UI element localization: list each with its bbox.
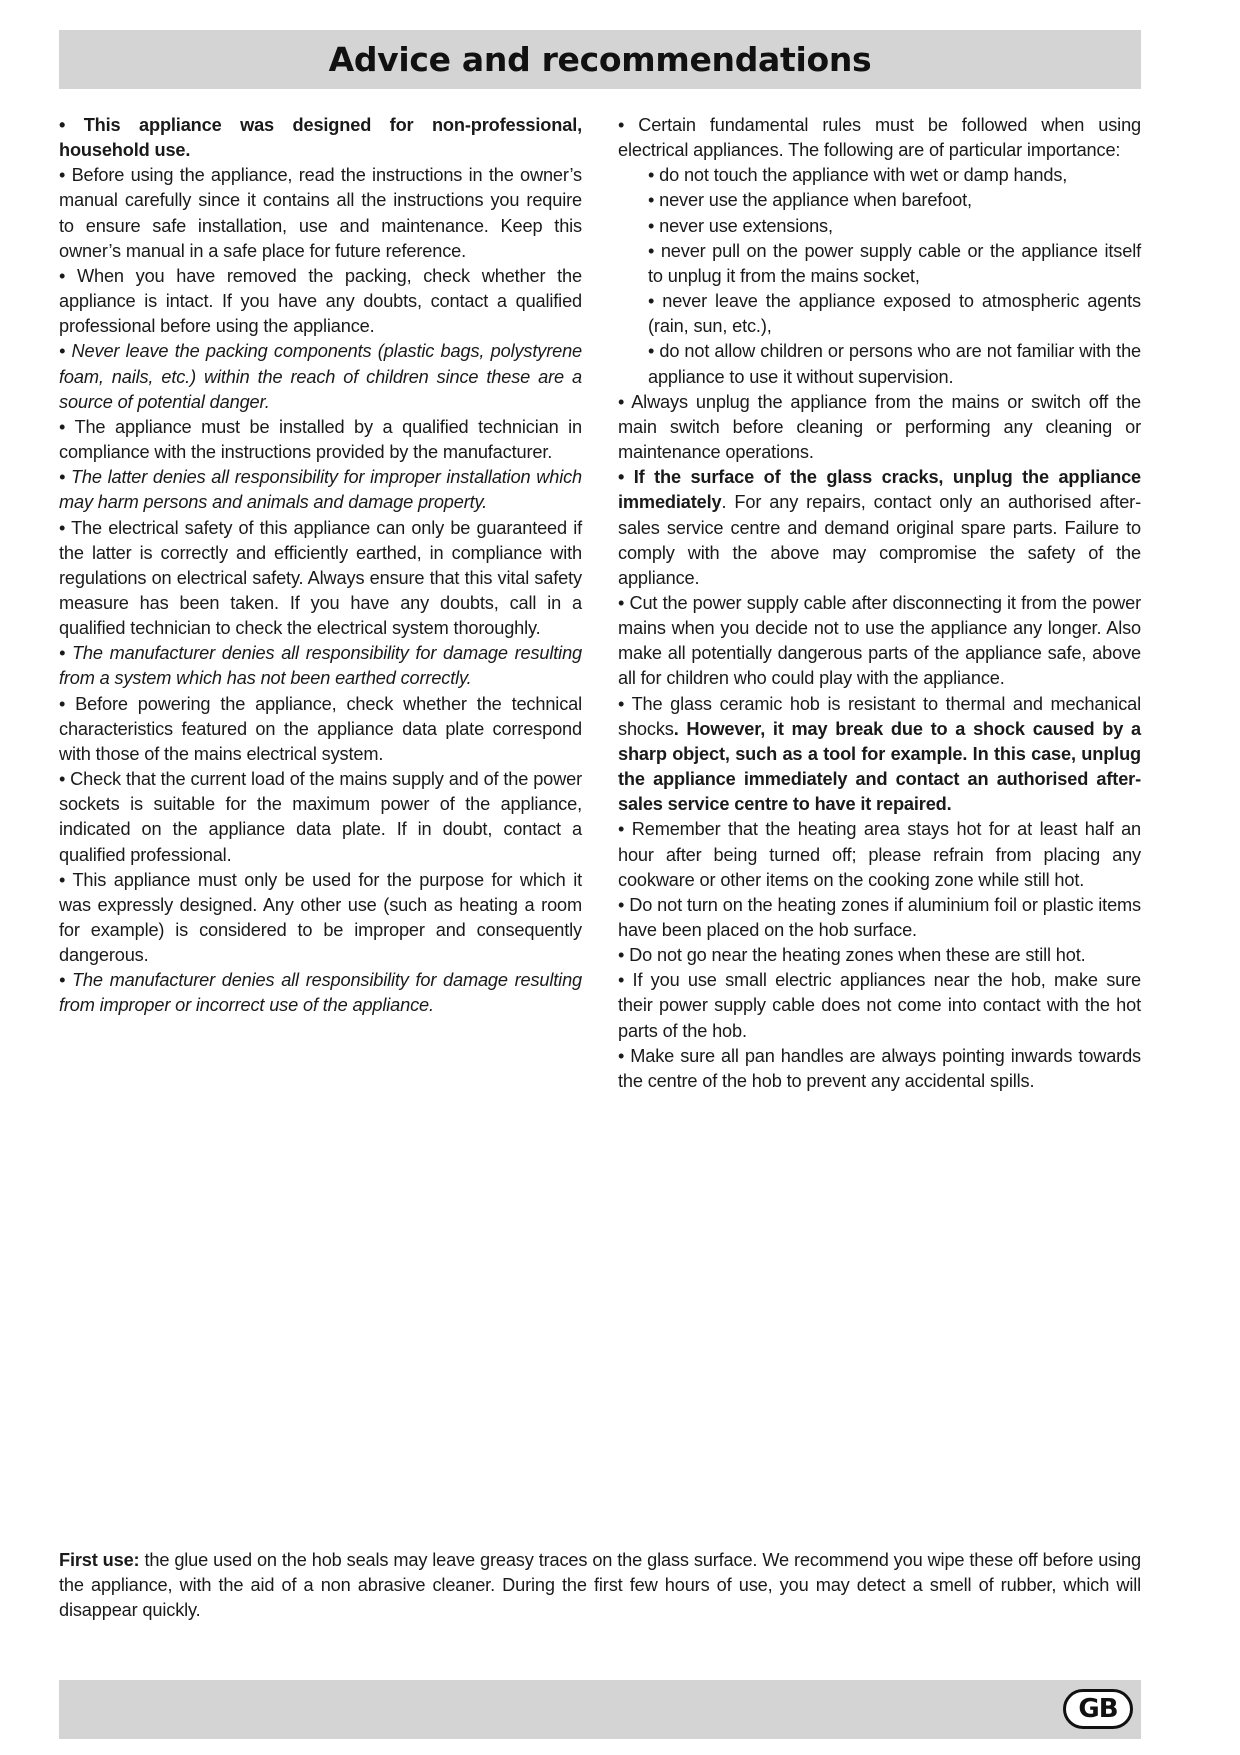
header-bar	[59, 30, 1141, 89]
advice-paragraph: • Do not go near the heating zones when these are still hot.	[618, 945, 1086, 966]
advice-paragraph: • Never leave the packing components (plastic bags, polystyrene foam, nails, etc.) within the reach of children since these are a source of potential danger.	[59, 341, 582, 412]
advice-paragraph: • Do not turn on the heating zones if aluminium foil or plastic items have been placed on the hob surface.	[618, 894, 1141, 940]
advice-paragraph: • The manufacturer denies all responsibility for damage resulting from improper or incorrect use of the appliance.	[59, 970, 582, 1016]
advice-paragraph: • The latter denies all responsibility for improper installation which may harm persons and animals and damage property.	[59, 467, 582, 513]
first-use-text: the glue used on the hob seals may leave greasy traces on the glass surface. We recommend you wipe these off before using the appliance, with the aid of a non abrasive cleaner. During the first few hours of use, you may detect a smell of rubber, which will disappear quickly.	[59, 1550, 1141, 1621]
left-column	[59, 113, 582, 1019]
advice-paragraph: • The appliance must be installed by a qualified technician in compliance with the instructions provided by the manufacturer.	[59, 416, 582, 463]
rules-intro: • Certain fundamental rules must be followed when using electrical appliances. The following are of particular importance:	[618, 115, 1141, 161]
language-badge: GB	[1063, 1689, 1133, 1729]
warning-text: . For any repairs, contact only an authorised after-sales service centre and demand original spare parts. Failure to comply with the above may compromise the safety of the appliance.	[618, 492, 1141, 588]
advice-paragraph: • If you use small electric appliances near the hob, make sure their power supply cable does not come into contact with the hot parts of the hob.	[618, 970, 1141, 1041]
advice-paragraph: • The manufacturer denies all responsibility for damage resulting from a system which has not been earthed correctly.	[59, 643, 582, 689]
advice-paragraph: • Check that the current load of the mains supply and of the power sockets is suitable for the maximum power of the appliance, indicated on the appliance data plate. If in doubt, contact a qualified professional.	[59, 769, 582, 865]
first-use-label: First use:	[59, 1550, 140, 1570]
advice-paragraph: • Remember that the heating area stays hot for at least half an hour after being turned off; please refrain from placing any cookware or other items on the cooking zone while still hot.	[618, 819, 1141, 890]
rule-item: • never use extensions,	[648, 215, 833, 236]
rule-item: • do not allow children or persons who are not familiar with the appliance to use it without supervision.	[648, 341, 1141, 387]
advice-paragraph: • Always unplug the appliance from the mains or switch off the main switch before cleaning or performing any cleaning or maintenance operations.	[618, 391, 1141, 463]
rule-item: • never pull on the power supply cable or the appliance itself to unplug it from the mains socket,	[648, 240, 1141, 286]
glass-cracks-warning	[618, 465, 1141, 591]
advice-paragraph: • Before using the appliance, read the instructions in the owner’s manual carefully since it contains all the instructions you require to ensure safe installation, use and maintenance. Keep this owner’s manual in a safe place for future reference.	[59, 165, 582, 261]
warning-text: • The glass ceramic hob is resistant to thermal and mechanical shocks	[618, 693, 1141, 739]
advice-paragraph: • Make sure all pan handles are always pointing inwards towards the centre of the hob to prevent any accidental spills.	[618, 1045, 1141, 1091]
page-title: Advice and recommendations	[328, 40, 872, 79]
advice-paragraph: • This appliance must only be used for the purpose for which it was expressly designed. Any other use (such as heating a room for example) is considered to be improper and consequently dangerous.	[59, 869, 582, 966]
advice-paragraph: • Cut the power supply cable after disconnecting it from the power mains when you decide not to use the appliance any longer. Also make all potentially dangerous parts of the appliance safe, above all for children who could play with the appliance.	[618, 592, 1141, 689]
rule-item: • never use the appliance when barefoot,	[648, 190, 972, 211]
rule-item: • never leave the appliance exposed to atmospheric agents (rain, sun, etc.),	[648, 291, 1141, 337]
first-use-note	[59, 1548, 1141, 1623]
advice-paragraph: • Before powering the appliance, check whether the technical characteristics featured on the appliance data plate correspond with those of the mains electrical system.	[59, 693, 582, 764]
advice-paragraph: • This appliance was designed for non-professional, household use.	[59, 115, 582, 161]
rule-item: • do not touch the appliance with wet or damp hands,	[648, 165, 1068, 186]
advice-paragraph: • The electrical safety of this appliance can only be guaranteed if the latter is correctly and efficiently earthed, in compliance with regulations on electrical safety. Always ensure that this vital safety measure has been taken. If you have any doubts, call in a qualified technician to check the electrical system thoroughly.	[59, 517, 582, 639]
glass-ceramic-warning	[618, 692, 1141, 818]
footer-bar	[59, 1680, 1141, 1739]
right-column	[618, 113, 1141, 1094]
advice-paragraph: • When you have removed the packing, check whether the appliance is intact. If you have any doubts, contact a qualified professional before using the appliance.	[59, 265, 582, 337]
warning-bold-text: • If the surface of the glass cracks, unplug the appliance immediately	[618, 467, 1141, 513]
warning-bold-text: . However, it may break due to a shock caused by a sharp object, such as a tool for example. In this case, unplug the appliance immediately and contact an authorised after-sales service centre to have it repaired.	[618, 718, 1141, 815]
